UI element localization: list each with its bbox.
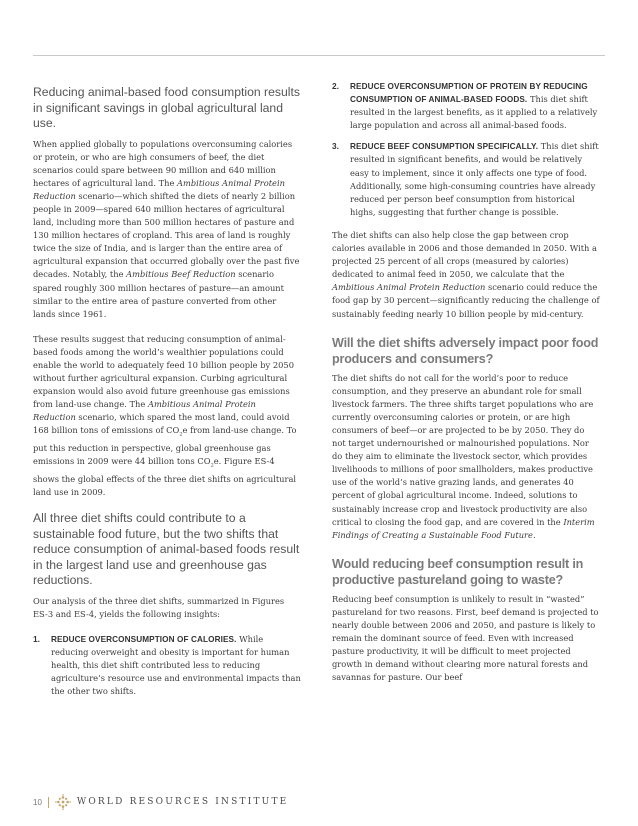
lead-statement-diet-shifts: All three diet shifts could contribute to a sustainable food future, but the two shifts that reduce consumption of animal-based foods result in the largest land use and greenhouse gas reductions. xyxy=(33,511,300,588)
footer-divider xyxy=(48,797,49,808)
text-run: e. Figure ES-4 shows the global effects of the three diet shifts on agricultural land use in 2009. xyxy=(33,456,297,498)
paragraph-emissions xyxy=(33,333,301,499)
text-run: e from land-use change. To put this reduction in perspective, global greenhouse gas emissions in 2009 were 44 billion tons CO xyxy=(33,425,297,467)
report-title: Interim Findings of Creating a Sustainable Food Future xyxy=(332,516,595,540)
wri-flower-logo-icon xyxy=(55,794,71,810)
left-column xyxy=(33,85,301,708)
paragraph-pastureland: Reducing beef consumption is unlikely to result in “wasted” pastureland for two reasons. First, beef demand is projected to nearly double between 2006 and 2050, and pasture is likely to remain the dominant source of feed. Even with increased pasture productivity, it will be difficult to meet projected growth in demand without clearing more natural forests and savannas for pasture. Our beef xyxy=(332,593,599,683)
question-heading-pastureland: Would reducing beef consumption result in productive pastureland going to waste? xyxy=(332,556,584,587)
paragraph-poor-producers xyxy=(332,372,600,542)
insight-lead-in: REDUCE OVERCONSUMPTION OF PROTEIN BY REDUCING CONSUMPTION OF ANIMAL-BASED FOODS. xyxy=(350,82,588,105)
insights-list xyxy=(33,633,301,698)
text-run: The diet shifts can also help close the gap between crop calories available in 2006 and those demanded in 2050. With a projected 25 percent of all crops (measured by calories) dedicated to animal feed in 2050, we calculate that the xyxy=(332,229,597,280)
text-run: These results suggest that reducing consumption of animal-based foods among the world’s wealthier populations could enable the world to adequately feed 10 billion people by 2050 without further agricultural expansion. Curbing agricultural expansion would also avoid future greenhouse gas emissions from land-use change. The xyxy=(33,333,294,410)
question-heading-poor-producers: Will the diet shifts adversely impact poor food producers and consumers? xyxy=(332,335,599,366)
text-run: The diet shifts do not call for the world’s poor to reduce consumption, and they preserve an abundant role for small livestock farmers. The three shifts target populations who are currently overconsuming calories or protein, or are high consumers of beef—or are projected to be by 2050. They do not target undernourished or malnourished populations. Nor do they aim to eliminate the livestock sector, which provides livelihoods to millions of poor smallholders, makes productive use of the world’s native grazing lands, and generates 40 percent of global agricultural income. Indeed, solutions to sustainably increase crop and livestock productivity are also critical to closing the food gap, and are covered in the xyxy=(332,372,594,527)
page-number: 10 xyxy=(33,797,42,807)
scenario-name: Ambitious Animal Protein Reduction xyxy=(33,177,285,201)
insight-item-beef xyxy=(332,140,600,219)
paragraph-food-gap xyxy=(332,229,600,321)
subscript: 2 xyxy=(179,432,183,439)
page-footer xyxy=(33,794,288,810)
list-number: 3. xyxy=(332,141,339,152)
lead-statement-land-use: Reducing animal-based food consumption results in significant savings in global agricultural land use. xyxy=(33,85,300,130)
subscript: 2 xyxy=(210,462,214,469)
insight-lead-in: REDUCE BEEF CONSUMPTION SPECIFICALLY. xyxy=(350,142,539,152)
list-number: 2. xyxy=(332,81,339,91)
insight-item-calories xyxy=(33,633,301,698)
insight-text: This diet shift resulted in the largest benefits, as it applied to a relatively large population and across all animal-based foods. xyxy=(350,94,598,131)
insight-text: This diet shift resulted in significant benefits, and would be relatively easy to implement, since it only affects one type of food. Additionally, some high-consuming countries have already reduced per person beef consumption from historical highs, suggesting that further change is possible. xyxy=(350,141,599,217)
organization-name: WORLD RESOURCES INSTITUTE xyxy=(76,797,289,807)
text-run: scenario could reduce the food gap by 30 percent—significantly reducing the challenge of sustainably feeding nearly 10 billion people by mid-century. xyxy=(332,282,600,319)
scenario-name: Ambitious Animal Protein Reduction xyxy=(332,282,486,293)
right-column xyxy=(332,80,600,696)
list-number: 1. xyxy=(33,633,40,644)
text-run: When applied globally to populations overconsuming calories or protein, or who are high consumers of beef, the diet scenarios could spare between 90 million and 640 million hectares of agricultural land. The xyxy=(33,138,293,188)
insights-list-continued xyxy=(332,80,600,219)
header-rule xyxy=(33,55,605,56)
text-run: scenario spared roughly 300 million hectares of pasture—an amount similar to the entire area of pasture converted from other lands since 1961. xyxy=(33,269,284,319)
text-run: scenario—which shifted the diets of nearly 2 billion people in 2009—spared 640 million hectares of agricultural land, including more than 500 million hectares of pasture and 130 million hectares of cropland. This area of land is roughly twice the size of India, and is larger than the entire area of agricultural expansion that occurred globally over the past five decades. Notably, the xyxy=(33,190,300,280)
scenario-name: Ambitious Animal Protein Reduction xyxy=(33,399,256,423)
text-run: . xyxy=(532,529,536,540)
insight-text: While reducing overweight and obesity is important for human health, this diet shift contributed less to reducing agriculture’s resource use and environmental impacts than the other two shifts. xyxy=(51,633,301,697)
insight-lead-in: REDUCE OVERCONSUMPTION OF CALORIES. xyxy=(51,634,237,644)
text-run: scenario, which spared the most land, could avoid 168 billion tons of emissions of CO xyxy=(33,412,290,436)
insight-item-protein xyxy=(332,80,600,132)
scenario-name: Ambitious Beef Reduction xyxy=(126,269,236,280)
paragraph-land-spared xyxy=(33,138,301,321)
paragraph-insights-intro: Our analysis of the three diet shifts, summarized in Figures ES-3 and ES-4, yields the following insights: xyxy=(33,595,285,619)
